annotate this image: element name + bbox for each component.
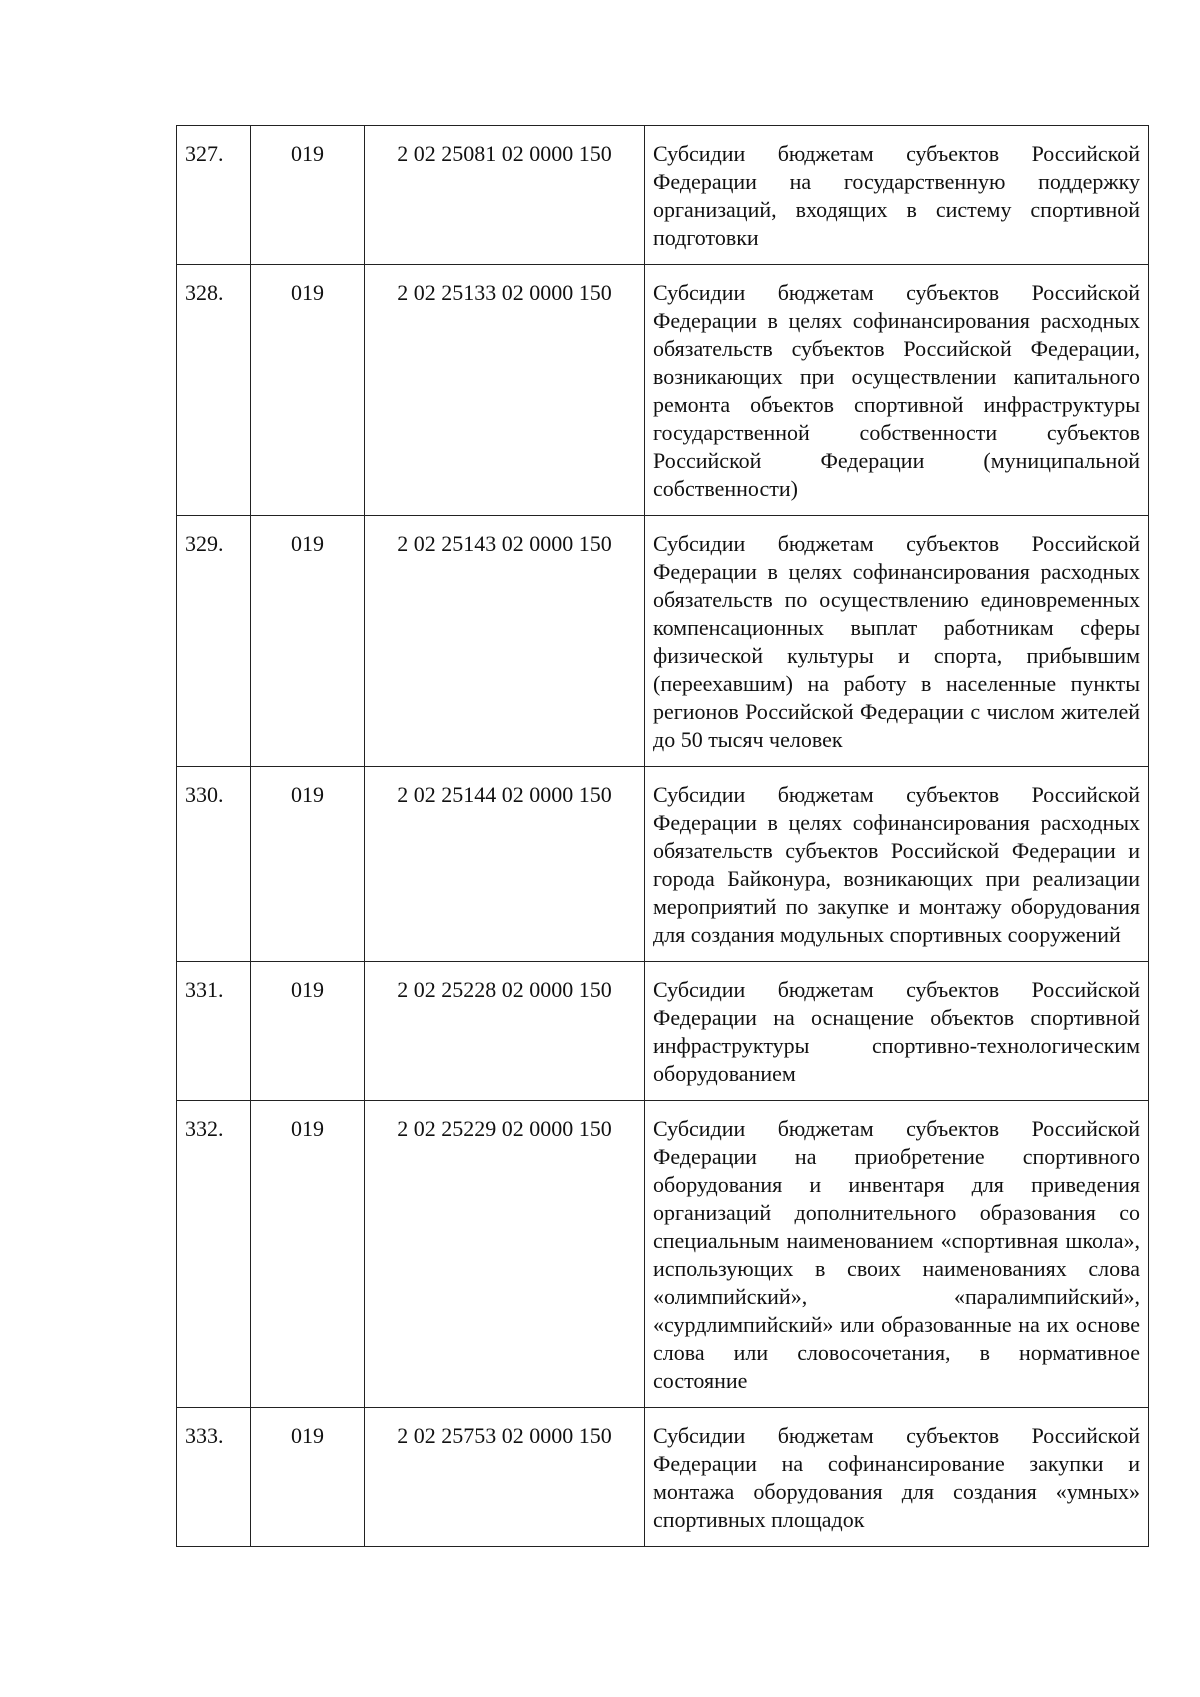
- row-number: 332.: [177, 1101, 251, 1408]
- income-description: Субсидии бюджетам субъектов Российской Федерации в целях софинансирования расходных обязательств субъектов Российской Федерации и города Байконура, возникающих при реализации мероприятий по закупке и монтажу оборудования для создания модульных спортивных сооружений: [645, 767, 1149, 962]
- row-number: 330.: [177, 767, 251, 962]
- row-number: 333.: [177, 1408, 251, 1547]
- row-number: 331.: [177, 962, 251, 1101]
- row-number: 329.: [177, 516, 251, 767]
- budget-classification-code: 2 02 25081 02 0000 150: [365, 126, 645, 265]
- table-row: [177, 767, 1149, 962]
- admin-code: 019: [251, 516, 365, 767]
- row-number: 327.: [177, 126, 251, 265]
- budget-classification-code: 2 02 25143 02 0000 150: [365, 516, 645, 767]
- budget-classification-code: 2 02 25228 02 0000 150: [365, 962, 645, 1101]
- table-row: [177, 962, 1149, 1101]
- row-number: 328.: [177, 265, 251, 516]
- admin-code: 019: [251, 1101, 365, 1408]
- budget-classification-code: 2 02 25229 02 0000 150: [365, 1101, 645, 1408]
- table-row: [177, 126, 1149, 265]
- budget-classification-code: 2 02 25133 02 0000 150: [365, 265, 645, 516]
- income-description: Субсидии бюджетам субъектов Российской Федерации на оснащение объектов спортивной инфраструктуры спортивно-технологическим оборудованием: [645, 962, 1149, 1101]
- table-row: [177, 265, 1149, 516]
- admin-code: 019: [251, 767, 365, 962]
- budget-code-table: [176, 125, 1149, 1547]
- admin-code: 019: [251, 1408, 365, 1547]
- income-description: Субсидии бюджетам субъектов Российской Федерации в целях софинансирования расходных обязательств субъектов Российской Федерации, возникающих при осуществлении капитального ремонта объектов спортивной инфраструктуры государственной собственности субъектов Российской Федерации (муниципальной собственности): [645, 265, 1149, 516]
- income-description: Субсидии бюджетам субъектов Российской Федерации в целях софинансирования расходных обязательств по осуществлению единовременных компенсационных выплат работникам сферы физической культуры и спорта, прибывшим (переехавшим) на работу в населенные пункты регионов Российской Федерации с числом жителей до 50 тысяч человек: [645, 516, 1149, 767]
- admin-code: 019: [251, 265, 365, 516]
- budget-classification-code: 2 02 25753 02 0000 150: [365, 1408, 645, 1547]
- table-row: [177, 1408, 1149, 1547]
- income-description: Субсидии бюджетам субъектов Российской Федерации на государственную поддержку организаций, входящих в систему спортивной подготовки: [645, 126, 1149, 265]
- admin-code: 019: [251, 126, 365, 265]
- budget-classification-code: 2 02 25144 02 0000 150: [365, 767, 645, 962]
- income-description: Субсидии бюджетам субъектов Российской Федерации на софинансирование закупки и монтажа оборудования для создания «умных» спортивных площадок: [645, 1408, 1149, 1547]
- income-description: Субсидии бюджетам субъектов Российской Федерации на приобретение спортивного оборудования и инвентаря для приведения организаций дополнительного образования со специальным наименованием «спортивная школа», использующих в своих наименованиях слова «олимпийский», «паралимпийский», «сурдлимпийский» или образованные на их основе слова или словосочетания, в нормативное состояние: [645, 1101, 1149, 1408]
- table-row: [177, 1101, 1149, 1408]
- admin-code: 019: [251, 962, 365, 1101]
- table-row: [177, 516, 1149, 767]
